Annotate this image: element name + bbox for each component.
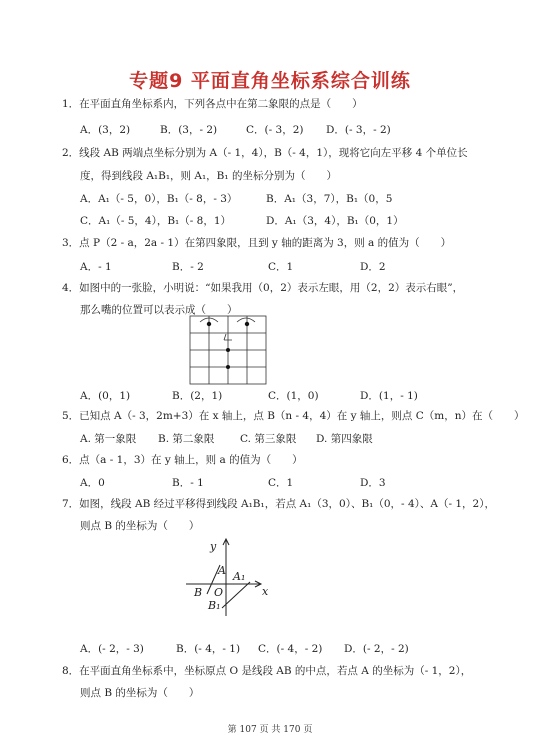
question-7-stem-line1: 7．如图，线段 AB 经过平移得到线段 A₁B₁，若点 A₁（3，0）、B₁（0，- 4）、A（- 1，2）， bbox=[62, 498, 495, 510]
question-1-stem: 1．在平面直角坐标系内，下列各点中在第二象限的点是（ ） bbox=[62, 98, 363, 110]
question-3-stem: 3．点 P（2 - a，2a - 1）在第四象限，且到 y 轴的距离为 3，则 a 的值为（ ） bbox=[62, 237, 452, 249]
fig-label-a1: A₁ bbox=[233, 570, 246, 583]
fig-label-a: A bbox=[218, 564, 226, 577]
q7-option-b: B．(- 4，- 1) bbox=[176, 643, 241, 655]
q3-option-a: A．- 1 bbox=[80, 261, 112, 273]
question-2-stem-line1: 2．线段 AB 两端点坐标分别为 A（- 1，4），B（- 4，1），现将它向左平移 4 个单位长 bbox=[62, 147, 468, 159]
q2-option-c: C．A₁（- 5，4），B₁（- 8，1） bbox=[80, 215, 231, 227]
question-6-stem: 6．点（a - 1，3）在 y 轴上，则 a 的值为（ ） bbox=[62, 454, 303, 466]
q2-option-b: B．A₁（3，7），B₁（0，5 bbox=[266, 193, 393, 205]
q1-option-d: D．(- 3，- 2) bbox=[326, 124, 391, 136]
question-8-stem-line1: 8．在平面直角坐标系中，坐标原点 O 是线段 AB 的中点，若点 A 的坐标为（- 1，2）， bbox=[62, 665, 472, 677]
page-title: 专题9 平面直角坐标系综合训练 bbox=[129, 70, 411, 92]
q4-option-b: B．(2，1) bbox=[172, 390, 223, 402]
q4-option-a: A．(0，1) bbox=[80, 390, 131, 402]
question-4-stem-line1: 4．如图中的一张脸，小明说：“如果我用（0，2）表示左眼，用（2，2）表示右眼”， bbox=[62, 282, 464, 294]
q6-option-c: C．1 bbox=[268, 477, 294, 489]
q7-option-d: D．(- 2，- 2) bbox=[344, 643, 409, 655]
question-4-stem-line2: 那么嘴的位置可以表示成（ ） bbox=[80, 304, 238, 316]
q7-option-c: C．(- 4，- 2) bbox=[258, 643, 323, 655]
face-grid-figure bbox=[186, 310, 276, 390]
q3-option-b: B．- 2 bbox=[172, 261, 204, 273]
question-2-stem-line2: 度，得到线段 A₁B₁，则 A₁，B₁ 的坐标分别为（ ） bbox=[80, 170, 337, 182]
question-5-stem: 5．已知点 A（- 3，2m+3）在 x 轴上，点 B（n - 4，4）在 y 轴上，则点 C（m，n）在（ ） bbox=[62, 410, 525, 422]
fig-label-x: x bbox=[262, 585, 269, 598]
q7-option-a: A．(- 2，- 3) bbox=[80, 643, 144, 655]
translation-figure bbox=[180, 536, 280, 624]
q6-option-d: D．3 bbox=[360, 477, 386, 489]
q5-option-a: A. 第一象限 bbox=[80, 433, 137, 445]
q1-option-c: C．(- 3，2) bbox=[246, 124, 304, 136]
q1-option-a: A．(3，2) bbox=[80, 124, 131, 136]
q4-option-c: C．(1，0) bbox=[268, 390, 319, 402]
fig-label-o: O bbox=[214, 586, 224, 599]
q6-option-a: A．0 bbox=[80, 477, 105, 489]
q5-option-c: C. 第三象限 bbox=[240, 433, 297, 445]
q2-option-d: D．A₁（3，4），B₁（0，1） bbox=[266, 215, 404, 227]
q6-option-b: B．- 1 bbox=[172, 477, 204, 489]
q4-option-d: D．(1，- 1) bbox=[360, 390, 418, 402]
fig-label-b: B bbox=[194, 586, 203, 599]
page-footer: 第 107 页 共 170 页 bbox=[227, 725, 313, 735]
fig-label-b1: B₁ bbox=[208, 599, 221, 612]
q5-option-b: B. 第二象限 bbox=[158, 433, 215, 445]
q2-option-a: A．A₁（- 5，0），B₁（- 8，- 3） bbox=[80, 193, 238, 205]
question-7-stem-line2: 则点 B 的坐标为（ ） bbox=[80, 520, 200, 532]
question-8-stem-line2: 则点 B 的坐标为（ ） bbox=[80, 687, 200, 699]
q3-option-d: D．2 bbox=[360, 261, 386, 273]
q3-option-c: C．1 bbox=[268, 261, 294, 273]
q5-option-d: D. 第四象限 bbox=[316, 433, 373, 445]
q1-option-b: B．(3，- 2) bbox=[160, 124, 218, 136]
fig-label-y: y bbox=[210, 540, 217, 553]
